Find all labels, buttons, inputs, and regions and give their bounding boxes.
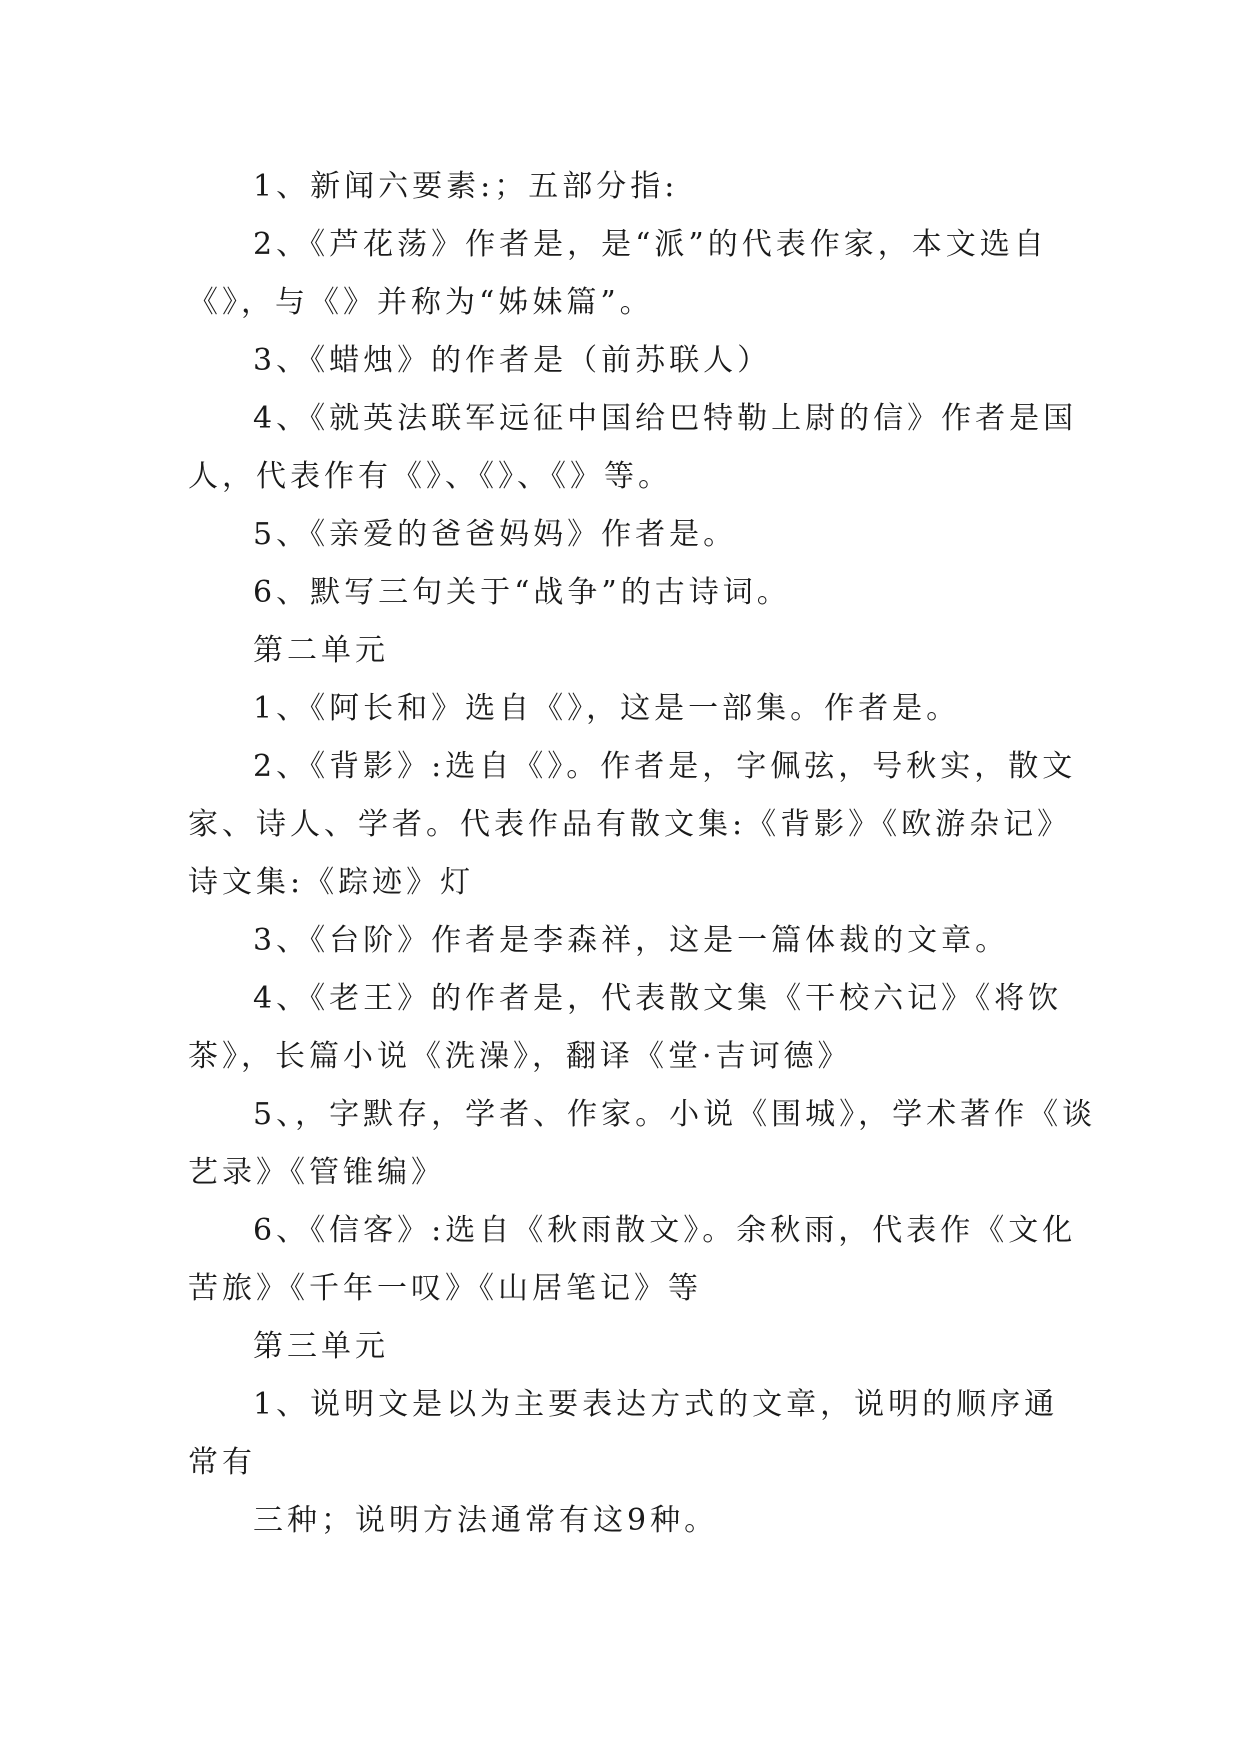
text-line: 4、《就英法联军远征中国给巴特勒上尉的信》作者是国 <box>253 401 1078 436</box>
text-line: 6、默写三句关于“战争”的古诗词。 <box>253 575 791 610</box>
text-line: 5、《亲爱的爸爸妈妈》作者是。 <box>253 517 738 552</box>
text-line: 三种；说明方法通常有这9种。 <box>253 1503 719 1538</box>
text-line: 2、《芦花荡》作者是，是“派”的代表作家，本文选自 <box>253 227 1048 262</box>
text-line: 家、诗人、学者。代表作品有散文集:《背影》《欧游杂记》 <box>188 807 1072 842</box>
section-heading: 第三单元 <box>253 1329 389 1364</box>
section-heading: 第二单元 <box>253 633 389 668</box>
text-line: 人，代表作有《》、《》、《》等。 <box>188 459 672 494</box>
text-line: 3、《台阶》作者是李森祥，这是一篇体裁的文章。 <box>253 923 1010 958</box>
document-body <box>188 158 1097 1550</box>
text-line: 《》，与《》并称为“姊妹篇”。 <box>188 285 654 320</box>
text-line: 1、新闻六要素:；五部分指: <box>253 169 679 204</box>
text-line: 艺录》《管锥编》 <box>188 1155 445 1190</box>
text-line: 3、《蜡烛》的作者是（前苏联人） <box>253 343 772 378</box>
text-line: 诗文集:《踪迹》灯 <box>188 865 475 900</box>
text-line: 1、说明文是以为主要表达方式的文章，说明的顺序通 <box>253 1387 1059 1422</box>
text-line: 5、，字默存，学者、作家。小说《围城》，学术著作《谈 <box>253 1097 1097 1132</box>
text-line: 4、《老王》的作者是，代表散文集《干校六记》《将饮 <box>253 981 1063 1016</box>
text-line: 2、《背影》:选自《》。作者是，字佩弦，号秋实，散文 <box>253 749 1077 784</box>
text-line: 茶》，长篇小说《洗澡》，翻译《堂·吉诃德》 <box>188 1039 852 1074</box>
text-line: 苦旅》《千年一叹》《山居笔记》等 <box>188 1271 702 1306</box>
text-line: 1、《阿长和》选自《》，这是一部集。作者是。 <box>253 691 961 726</box>
text-line: 常有 <box>188 1445 256 1480</box>
text-line: 6、《信客》:选自《秋雨散文》。余秋雨，代表作《文化 <box>253 1213 1077 1248</box>
